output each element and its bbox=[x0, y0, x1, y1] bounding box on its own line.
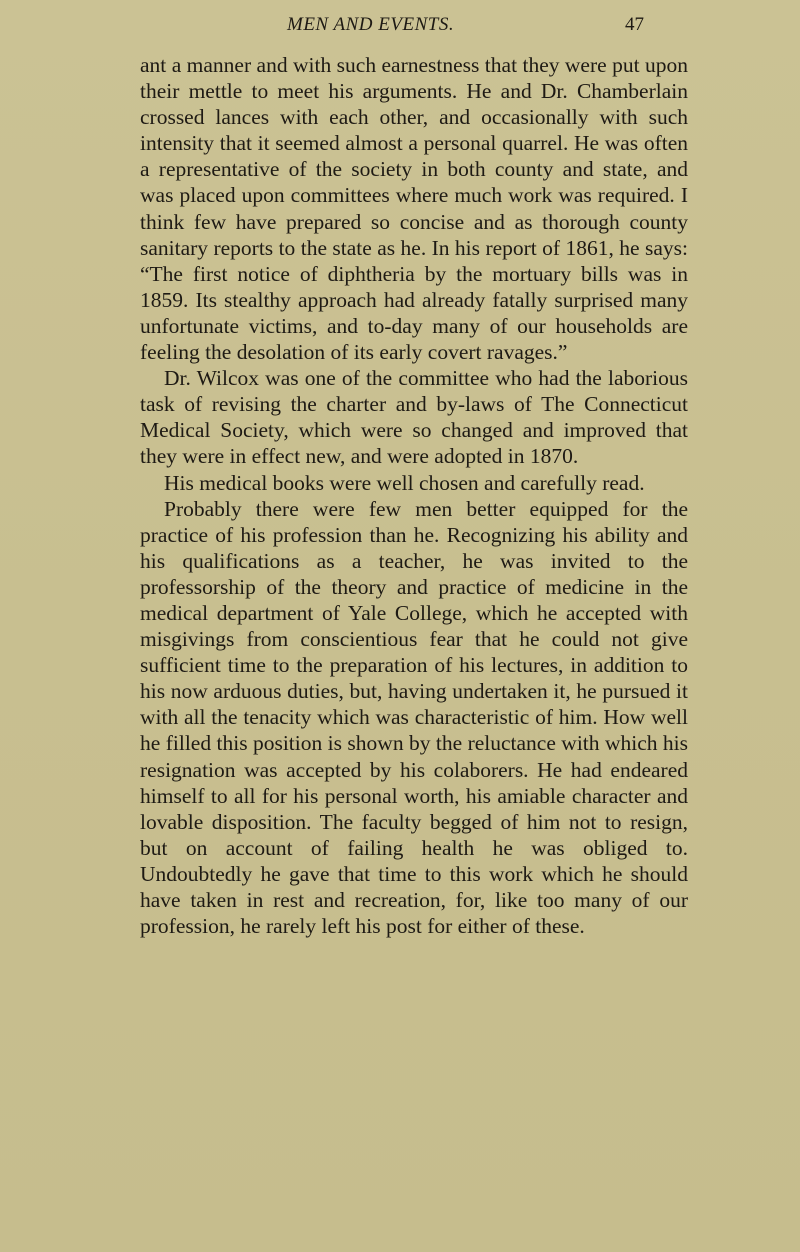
running-title: MEN AND EVENTS. bbox=[287, 14, 455, 35]
running-head bbox=[0, 14, 800, 38]
page-number: 47 bbox=[625, 14, 644, 35]
paragraph-2: Dr. Wilcox was one of the committee who had the laborious task of revising the charter and by-laws of The Connecticut Medical Society, which were so changed and improved that they were in effect new, and were adopted in 1870. bbox=[140, 366, 688, 469]
paragraph-3: His medical books were well chosen and carefully read. bbox=[164, 470, 645, 495]
paragraph-4: Probably there were few men better equipped for the practice of his profession than he. Recognizing his ability and his qualifications as a teacher, he was invited to the professorship of the theory and practice of medicine in the medical department of Yale College, which he accepted with misgivings from conscientious fear that he could not give sufficient time to the preparation of his lectures, in addition to his now arduous duties, but, having undertaken it, he pursued it with all the tenacity which was characteristic of him. How well he filled this position is shown by the reluctance with which his resignation was accepted by his colaborers. He had endeared himself to all for his personal worth, his amiable character and lovable disposition. The faculty begged of him not to resign, but on account of failing health he was obliged to. Undoubtedly he gave that time to this work which he should have taken in rest and recreation, for, like too many of our profession, he rarely left his post for either of these. bbox=[140, 496, 688, 939]
paragraph-1: ant a manner and with such earnestness that they were put upon their mettle to meet his arguments. He and Dr. Chamberlain crossed lances with each other, and occasionally with such intensity that it seemed almost a personal quarrel. He was often a representative of the society in both county and state, and was placed upon committees where much work was required. I think few have prepared so concise and as thorough county sanitary reports to the state as he. In his report of 1861, he says: “The first notice of diphtheria by the mortuary bills was in 1859. Its stealthy approach had already fatally surprised many unfortunate victims, and to-day many of our households are feeling the desolation of its early covert ravages.” bbox=[140, 53, 688, 365]
body-text bbox=[140, 52, 688, 939]
